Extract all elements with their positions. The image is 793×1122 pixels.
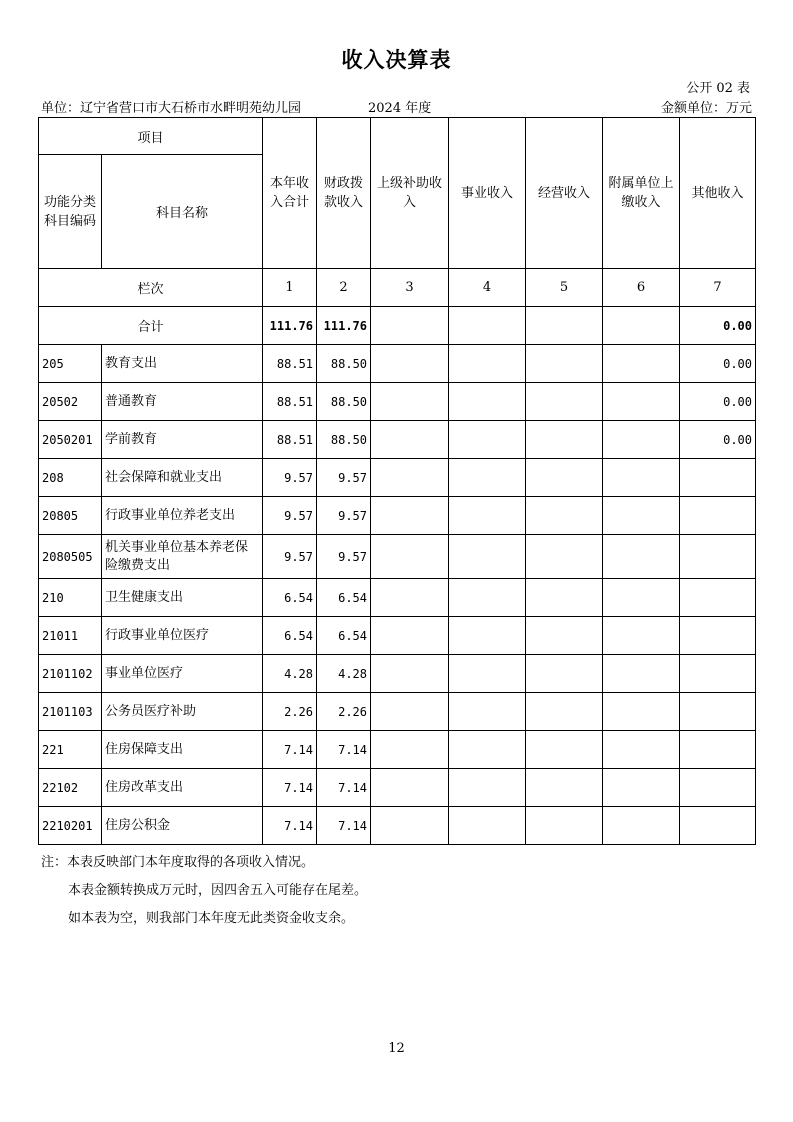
row-value bbox=[526, 731, 603, 769]
row-value bbox=[449, 769, 526, 807]
row-code: 2210201 bbox=[39, 807, 102, 845]
row-code: 208 bbox=[39, 459, 102, 497]
row-value: 88.51 bbox=[263, 421, 317, 459]
row-value: 7.14 bbox=[263, 769, 317, 807]
row-code: 205 bbox=[39, 345, 102, 383]
row-value bbox=[603, 497, 680, 535]
notes bbox=[41, 849, 367, 933]
col-header-5: 经营收入 bbox=[526, 118, 603, 269]
header-code: 功能分类科目编码 bbox=[39, 155, 102, 269]
row-value: 88.51 bbox=[263, 383, 317, 421]
row-value bbox=[680, 693, 756, 731]
row-value: 7.14 bbox=[317, 731, 371, 769]
row-code: 2101102 bbox=[39, 655, 102, 693]
table-row bbox=[39, 421, 756, 459]
row-value bbox=[371, 345, 449, 383]
row-value bbox=[526, 383, 603, 421]
row-code: 2101103 bbox=[39, 693, 102, 731]
col-header-3: 上级补助收入 bbox=[371, 118, 449, 269]
row-value: 6.54 bbox=[263, 617, 317, 655]
row-value bbox=[449, 617, 526, 655]
row-value: 88.50 bbox=[317, 421, 371, 459]
row-value bbox=[603, 617, 680, 655]
page-title: 收入决算表 bbox=[341, 48, 452, 72]
table-row bbox=[39, 579, 756, 617]
fiscal-year: 2024 年度 bbox=[368, 101, 432, 116]
row-name: 社会保障和就业支出 bbox=[102, 459, 263, 497]
row-code: 21011 bbox=[39, 617, 102, 655]
row-code: 20502 bbox=[39, 383, 102, 421]
row-value bbox=[449, 421, 526, 459]
row-value: 4.28 bbox=[317, 655, 371, 693]
row-code: 221 bbox=[39, 731, 102, 769]
row-value bbox=[449, 579, 526, 617]
table-row bbox=[39, 655, 756, 693]
row-value: 88.51 bbox=[263, 345, 317, 383]
row-value bbox=[603, 693, 680, 731]
row-value bbox=[526, 579, 603, 617]
table-row bbox=[39, 693, 756, 731]
row-value bbox=[680, 617, 756, 655]
row-value bbox=[603, 535, 680, 579]
row-name: 事业单位医疗 bbox=[102, 655, 263, 693]
column-index-row bbox=[39, 269, 756, 307]
row-value: 88.50 bbox=[317, 383, 371, 421]
row-value bbox=[603, 421, 680, 459]
total-value bbox=[449, 307, 526, 345]
row-value: 7.14 bbox=[317, 769, 371, 807]
header-row bbox=[39, 118, 756, 155]
form-number: 公开 02 表 bbox=[686, 81, 750, 96]
row-value bbox=[449, 497, 526, 535]
row-value bbox=[449, 807, 526, 845]
row-value: 7.14 bbox=[263, 807, 317, 845]
col-header-2: 财政拨款收入 bbox=[317, 118, 371, 269]
row-value bbox=[680, 731, 756, 769]
row-value: 88.50 bbox=[317, 345, 371, 383]
row-name: 住房改革支出 bbox=[102, 769, 263, 807]
row-code: 22102 bbox=[39, 769, 102, 807]
row-name: 公务员医疗补助 bbox=[102, 693, 263, 731]
meta-line bbox=[41, 97, 752, 115]
row-value bbox=[603, 383, 680, 421]
unit-name: 单位：辽宁省营口市大石桥市水畔明苑幼儿园 bbox=[41, 101, 302, 116]
row-value bbox=[371, 497, 449, 535]
row-value bbox=[603, 579, 680, 617]
row-value: 2.26 bbox=[263, 693, 317, 731]
row-value: 9.57 bbox=[263, 459, 317, 497]
note-line: 注：本表反映部门本年度取得的各项收入情况。 bbox=[41, 855, 315, 870]
currency-unit: 金额单位：万元 bbox=[660, 101, 752, 116]
row-name: 机关事业单位基本养老保险缴费支出 bbox=[102, 535, 263, 579]
row-code: 2080505 bbox=[39, 535, 102, 579]
row-value bbox=[449, 459, 526, 497]
row-value: 0.00 bbox=[680, 421, 756, 459]
row-value bbox=[449, 345, 526, 383]
row-value bbox=[371, 655, 449, 693]
row-code: 20805 bbox=[39, 497, 102, 535]
row-value bbox=[371, 579, 449, 617]
row-value bbox=[449, 731, 526, 769]
row-name: 普通教育 bbox=[102, 383, 263, 421]
col-number: 7 bbox=[680, 269, 756, 307]
row-value bbox=[371, 693, 449, 731]
header-name: 科目名称 bbox=[102, 155, 263, 269]
total-row bbox=[39, 307, 756, 345]
row-value bbox=[526, 769, 603, 807]
row-value bbox=[449, 383, 526, 421]
row-value: 0.00 bbox=[680, 345, 756, 383]
row-value bbox=[680, 579, 756, 617]
row-name: 行政事业单位医疗 bbox=[102, 617, 263, 655]
row-value: 9.57 bbox=[317, 459, 371, 497]
col-number: 4 bbox=[449, 269, 526, 307]
row-value bbox=[526, 807, 603, 845]
row-value: 6.54 bbox=[317, 579, 371, 617]
row-value bbox=[371, 459, 449, 497]
row-value bbox=[371, 769, 449, 807]
table-row bbox=[39, 731, 756, 769]
row-value bbox=[371, 383, 449, 421]
row-value bbox=[680, 807, 756, 845]
row-name: 行政事业单位养老支出 bbox=[102, 497, 263, 535]
row-value bbox=[603, 655, 680, 693]
table-row bbox=[39, 807, 756, 845]
table-row bbox=[39, 769, 756, 807]
row-value bbox=[603, 459, 680, 497]
row-code: 2050201 bbox=[39, 421, 102, 459]
income-table bbox=[38, 117, 756, 845]
table-row bbox=[39, 535, 756, 579]
row-code: 210 bbox=[39, 579, 102, 617]
total-value bbox=[603, 307, 680, 345]
total-value: 0.00 bbox=[680, 307, 756, 345]
row-name: 学前教育 bbox=[102, 421, 263, 459]
row-value bbox=[603, 807, 680, 845]
col-number: 5 bbox=[526, 269, 603, 307]
total-label: 合计 bbox=[39, 307, 263, 345]
row-value bbox=[371, 731, 449, 769]
col-number: 6 bbox=[603, 269, 680, 307]
total-value: 111.76 bbox=[263, 307, 317, 345]
row-value: 6.54 bbox=[263, 579, 317, 617]
row-value bbox=[680, 769, 756, 807]
table-row bbox=[39, 383, 756, 421]
note-line: 本表金额转换成万元时，因四舍五入可能存在尾差。 bbox=[68, 883, 368, 898]
col-number: 1 bbox=[263, 269, 317, 307]
row-value bbox=[603, 769, 680, 807]
table-row bbox=[39, 459, 756, 497]
row-value: 0.00 bbox=[680, 383, 756, 421]
row-value: 4.28 bbox=[263, 655, 317, 693]
table-row bbox=[39, 497, 756, 535]
row-value bbox=[526, 535, 603, 579]
total-value bbox=[526, 307, 603, 345]
row-value bbox=[449, 693, 526, 731]
row-value bbox=[526, 459, 603, 497]
col-header-7: 其他收入 bbox=[680, 118, 756, 269]
row-value: 6.54 bbox=[317, 617, 371, 655]
row-name: 住房保障支出 bbox=[102, 731, 263, 769]
row-name: 住房公积金 bbox=[102, 807, 263, 845]
row-value bbox=[680, 459, 756, 497]
row-value bbox=[526, 617, 603, 655]
row-value: 9.57 bbox=[317, 535, 371, 579]
col-header-4: 事业收入 bbox=[449, 118, 526, 269]
row-value: 2.26 bbox=[317, 693, 371, 731]
row-value: 9.57 bbox=[263, 535, 317, 579]
table-row bbox=[39, 617, 756, 655]
row-value: 9.57 bbox=[317, 497, 371, 535]
row-value bbox=[371, 617, 449, 655]
row-value bbox=[603, 345, 680, 383]
row-value bbox=[371, 807, 449, 845]
total-value: 111.76 bbox=[317, 307, 371, 345]
row-value: 7.14 bbox=[317, 807, 371, 845]
row-index-label: 栏次 bbox=[39, 269, 263, 307]
row-value bbox=[603, 731, 680, 769]
row-value: 7.14 bbox=[263, 731, 317, 769]
row-value bbox=[526, 497, 603, 535]
row-value bbox=[371, 421, 449, 459]
col-header-1: 本年收入合计 bbox=[263, 118, 317, 269]
row-value bbox=[526, 345, 603, 383]
col-number: 3 bbox=[371, 269, 449, 307]
row-value bbox=[680, 497, 756, 535]
row-value: 9.57 bbox=[263, 497, 317, 535]
row-value bbox=[526, 655, 603, 693]
row-name: 卫生健康支出 bbox=[102, 579, 263, 617]
page-number: 12 bbox=[388, 1041, 405, 1056]
table-row bbox=[39, 345, 756, 383]
row-value bbox=[526, 693, 603, 731]
col-number: 2 bbox=[317, 269, 371, 307]
row-value bbox=[680, 535, 756, 579]
row-name: 教育支出 bbox=[102, 345, 263, 383]
col-header-6: 附属单位上缴收入 bbox=[603, 118, 680, 269]
row-value bbox=[371, 535, 449, 579]
row-value bbox=[449, 535, 526, 579]
note-line: 如本表为空，则我部门本年度无此类资金收支余。 bbox=[68, 911, 355, 926]
row-value bbox=[680, 655, 756, 693]
total-value bbox=[371, 307, 449, 345]
row-value bbox=[526, 421, 603, 459]
header-item: 项目 bbox=[39, 118, 263, 155]
row-value bbox=[449, 655, 526, 693]
